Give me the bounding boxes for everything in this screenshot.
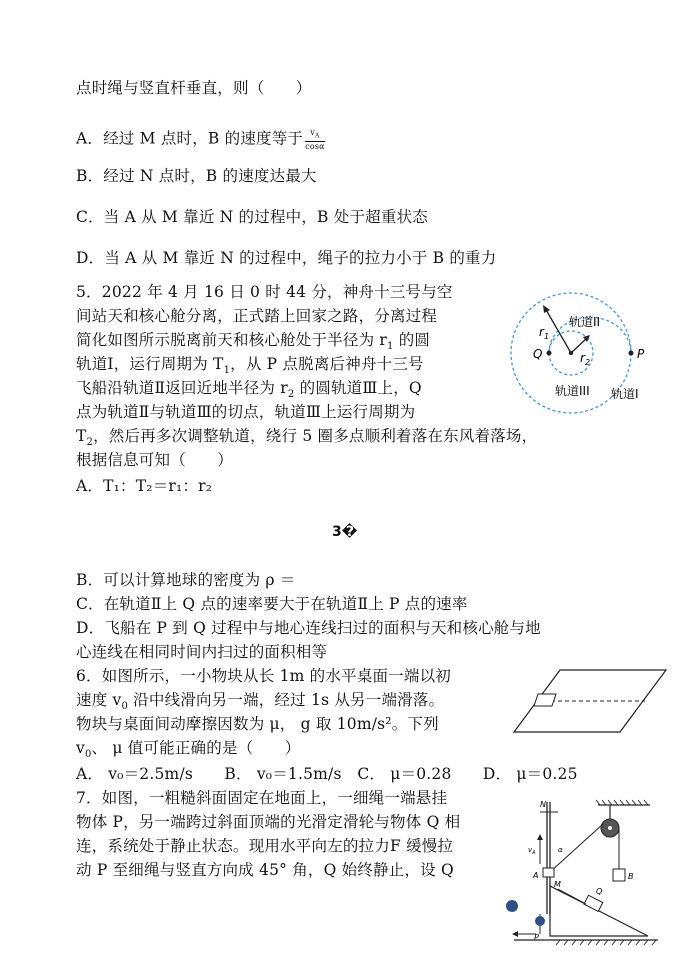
q6-line-3: 物块与桌面间动摩擦因数为 μ， g 取 10m/s²。下列	[76, 715, 439, 733]
q5-option-a[interactable]: A．T₁：T₂＝r₁：r₂	[76, 477, 213, 495]
q4-option-c[interactable]: C．当 A 从 M 靠近 N 的过程中，B 处于超重状态	[76, 208, 428, 226]
block-q	[584, 895, 603, 911]
q7-line-4: 动 P 至细绳与竖直方向成 45° 角，Q 始终静止，设 Q	[76, 861, 454, 879]
q4-option-a-fraction: $\frac{v_A}{\cos\alpha}$	[305, 128, 325, 151]
q5-line-7: $T_2$，然后再多次调整轨道，绕行 5 圈多点顺利着落在东风着落场，	[76, 427, 538, 449]
label-p: P	[637, 347, 645, 361]
block	[534, 694, 556, 706]
ball-p-initial	[535, 916, 545, 926]
q5-line-3: 简化如图所示脱离前天和核心舱处于半径为 $r_1$ 的圆	[76, 331, 431, 353]
orbit-diagram	[505, 288, 665, 418]
q6-options[interactable]: A． v₀＝2.5m/s B． v₀＝1.5m/s C． μ＝0.28 D． μ＝0.25	[76, 765, 578, 783]
label-orbit-1: 轨道I	[611, 387, 639, 401]
q5-option-d-line-2: 心连线在相同时间内扫过的面积相等	[76, 643, 328, 661]
force-arrow-head	[512, 931, 518, 937]
q5-line-5: 飞船沿轨道Ⅱ返回近地半径为 $r_2$ 的圆轨道Ⅲ上，Q	[76, 379, 422, 401]
label-b: B	[628, 872, 634, 881]
ground-hatch	[556, 940, 656, 945]
label-orbit-2: 轨道II	[569, 315, 601, 329]
rope-to-q	[558, 889, 586, 904]
pulley-incline-diagram	[500, 794, 660, 946]
q5-line-6: 点为轨道Ⅱ与轨道Ⅲ的切点，轨道Ⅲ上运行周期为	[76, 403, 416, 421]
q4-option-d[interactable]: D．当 A 从 M 靠近 N 的过程中，绳子的拉力小于 B 的重力	[76, 249, 497, 267]
q5-option-b[interactable]: B．可以计算地球的密度为 ρ ＝	[76, 571, 296, 589]
ring-a	[543, 868, 554, 877]
q7-line-2: 物体 P，另一端跨过斜面顶端的光滑定滑轮与物体 Q 相	[76, 813, 461, 831]
velocity-arrow-head	[537, 834, 543, 840]
q5-option-c[interactable]: C．在轨道Ⅱ上 Q 点的速率要大于在轨道Ⅱ上 P 点的速率	[76, 595, 468, 613]
q4-option-a[interactable]	[76, 128, 325, 151]
label-a: A	[533, 871, 539, 880]
q4-option-a-text: A．经过 M 点时，B 的速度等于	[76, 129, 304, 148]
label-p: P	[534, 933, 539, 942]
q7-line-3: 连，系统处于静止状态。现用水平向左的拉力F 缓慢拉	[76, 837, 454, 855]
label-m: M	[554, 880, 561, 889]
label-orbit-3: 轨道III	[555, 384, 590, 398]
ceiling-hatch	[596, 800, 648, 805]
q5-option-d-line-1[interactable]: D．飞船在 P 到 Q 过程中与地心连线扫过的面积与天和核心舱与地	[76, 619, 541, 637]
page-number-marker: 3�	[332, 524, 358, 540]
q5-line-8: 根据信息可知（ ）	[76, 451, 234, 469]
block-b	[613, 869, 625, 881]
q7-line-1: 7．如图，一粗糙斜面固定在地面上，一细绳一端悬挂	[76, 789, 448, 807]
q6-line-2: 速度 $v_0$ 沿中线滑向另一端，经过 1s 从另一端滑落。	[76, 691, 445, 713]
label-va: $v_A$	[528, 846, 536, 856]
label-n: N	[540, 800, 546, 809]
q5-line-2: 间站天和核心舱分离，正式踏上回家之路，分离过程	[76, 307, 438, 325]
point-p-dot	[629, 351, 634, 356]
point-q-dot	[547, 351, 552, 356]
table-diagram	[510, 664, 670, 738]
r1-arrow	[545, 308, 571, 353]
label-q: Q	[596, 887, 603, 896]
label-r1: $r_1$	[539, 325, 550, 341]
q5-line-1: 5．2022 年 4 月 16 日 0 时 44 分，神舟十三号与空	[76, 283, 453, 301]
label-alpha: α	[558, 846, 563, 854]
q4-stem-tail: 点时绳与竖直杆垂直，则（ ）	[76, 79, 312, 97]
ball-p-displaced	[506, 900, 518, 912]
q5-line-4: 轨道Ⅰ，运行周期为 $T_1$，从 P 点脱离后神舟十三号	[76, 355, 424, 377]
q6-line-1: 6．如图所示，一小物块从长 1m 的水平桌面一端以初	[76, 667, 451, 685]
q6-line-4: $v_0$、 μ 值可能正确的是（ ）	[76, 739, 301, 761]
q4-option-b[interactable]: B．经过 N 点时，B 的速度达最大	[76, 167, 317, 185]
label-r2: $r_2$	[580, 351, 591, 367]
label-q: Q	[533, 347, 543, 361]
